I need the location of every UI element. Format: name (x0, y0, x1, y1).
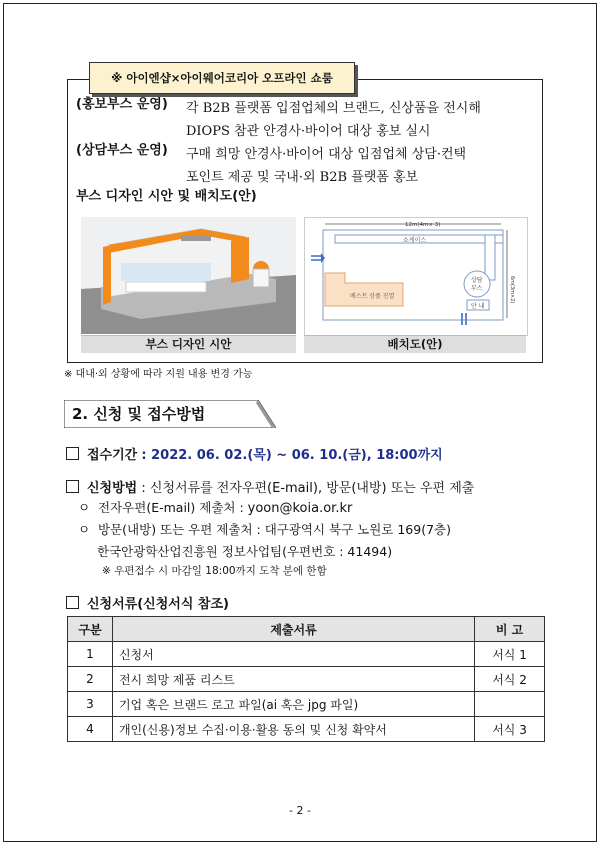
row-document: 기업 혹은 브랜드 로고 파일(ai 혹은 jpg 파일) (112, 692, 474, 717)
header-remarks: 비 고 (475, 617, 545, 642)
table-row (68, 642, 545, 667)
consult-booth-text-2: 포인트 제공 및 국내·외 B2B 플랫폼 홍보 (186, 170, 419, 185)
consult-booth-label-1: 상담 (471, 277, 483, 284)
table-row (68, 717, 545, 742)
circle-bullet-icon: ㅇ (78, 522, 91, 537)
consult-booth-text-1: 구매 희망 안경사·바이어 대상 입점업체 상담·컨택 (186, 147, 467, 162)
layout-plan-caption: 배치도(안) (304, 335, 526, 353)
row-document: 전시 희망 제품 리스트 (112, 667, 474, 692)
row-remark: 서식 3 (475, 717, 545, 742)
booth-design-caption: 부스 디자인 시안 (81, 335, 296, 353)
promo-booth-label: (홍보부스 운영) (76, 97, 168, 112)
page-number: - 2 - (289, 804, 311, 817)
row-number: 4 (68, 717, 113, 742)
circle-bullet-icon: ㅇ (78, 500, 91, 515)
change-notice: ※ 대내·외 상황에 따라 지원 내용 변경 가능 (64, 369, 253, 380)
section-2-header (64, 400, 276, 428)
promo-booth-text-1: 각 B2B 플랫폼 입점업체의 브랜드, 신상품을 전시해 (186, 101, 481, 116)
booth-design-heading: 부스 디자인 시안 및 배치도(안) (76, 189, 257, 204)
consult-booth-label-2: 부스 (471, 285, 483, 292)
checkbox-icon (66, 480, 79, 493)
dim-top-label: 12m(4m× 3) (405, 222, 441, 228)
section-2-title: 2. 신청 및 접수방법 (72, 405, 206, 423)
table-row (68, 692, 545, 717)
row-remark (475, 692, 545, 717)
showroom-tag: ※ 아이엔샵×아이웨어코리아 오프라인 쇼룸 (89, 62, 355, 94)
booth-design-image (81, 217, 296, 334)
row-number: 3 (68, 692, 113, 717)
header-documents: 제출서류 (112, 617, 474, 642)
row-number: 1 (68, 642, 113, 667)
row-document: 개인(신용)정보 수집·이용·활용 동의 및 신청 확약서 (112, 717, 474, 742)
document-page (3, 3, 597, 842)
showcase-label: 쇼케이스 (403, 237, 427, 244)
dim-side-label: 6m(3m×2) (509, 276, 515, 304)
row-document: 신청서 (112, 642, 474, 667)
method-line: 신청방법 : 신청서류를 전자우편(E-mail), 방문(내방) 또는 우편 제출 (66, 477, 474, 496)
row-remark: 서식 2 (475, 667, 545, 692)
deadline-line: 접수기간 : 2022. 06. 02.(목) ~ 06. 10.(금), 18:00까지 (66, 444, 443, 463)
table-row (68, 667, 545, 692)
visit-line-2: 한국안광학산업진흥원 정보사업팀(우편번호 : 41494) (97, 544, 393, 559)
email-address[interactable]: yoon@koia.or.kr (247, 501, 353, 516)
promo-booth-text-2: DIOPS 참관 안경사·바이어 대상 홍보 실시 (186, 124, 431, 139)
booth-layout-diagram (304, 217, 528, 336)
table-header-row (68, 617, 545, 642)
email-line: ㅇ 전자우편(E-mail) 제출처 : yoon@koia.or.kr (78, 500, 353, 516)
consult-booth-label: (상담부스 운영) (76, 143, 168, 158)
documents-table (67, 616, 545, 742)
header-category: 구분 (68, 617, 113, 642)
postal-note: ※ 우편접수 시 마감일 18:00까지 도착 분에 한함 (102, 565, 327, 577)
docs-heading: 신청서류(신청서식 참조) (66, 593, 229, 612)
bestseller-label: 베스트 상품 진열 (350, 293, 395, 300)
checkbox-icon (66, 447, 79, 460)
visit-line: ㅇ 방문(내방) 또는 우편 제출처 : 대구광역시 북구 노원로 169(7층) (78, 522, 451, 537)
info-desk-label: 안 내 (471, 303, 485, 310)
checkbox-icon (66, 596, 79, 609)
row-remark: 서식 1 (475, 642, 545, 667)
row-number: 2 (68, 667, 113, 692)
